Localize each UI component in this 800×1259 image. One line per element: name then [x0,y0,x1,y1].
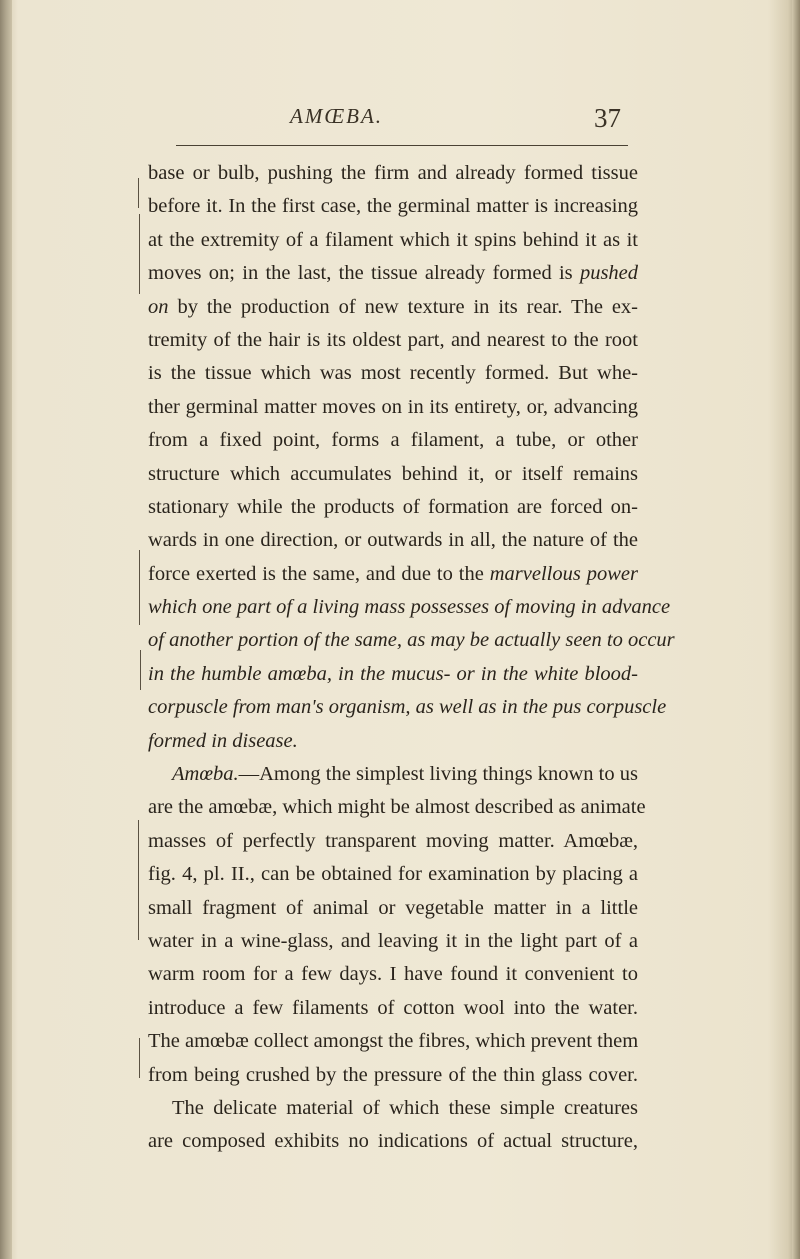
text-line: from a fixed point, forms a filament, a tube, or other [148,429,638,452]
italic-line: corpuscle from man's organism, as well as in the pus corpuscle [148,696,667,719]
margin-pencil-mark [139,1038,140,1078]
italic-line: of another portion of the same, as may be actually seen to occur [148,629,675,652]
text-run: —Among the simplest living things known to us [238,763,638,786]
text-line: small fragment of animal or vegetable matter in a little [148,896,638,919]
margin-pencil-mark [138,820,139,940]
running-head [0,104,800,144]
text-line: from being crushed by the pressure of the thin glass cover. [148,1063,638,1086]
text-line: stationary while the products of formation are forced on- [148,495,638,518]
text-line: warm room for a few days. I have found it convenient to [148,963,638,986]
section-heading: Amœba. [172,763,239,786]
text-line [148,291,638,324]
text-line [148,257,638,290]
text-run: force exerted is the same, and due to the [148,562,484,585]
italic-line: which one part of a living mass possesses of moving in advance [148,596,671,619]
page-number: 37 [594,103,621,133]
text-line [148,558,638,591]
italic-text: pushed [579,262,639,285]
margin-pencil-mark [139,550,140,625]
text-line: base or bulb, pushing the firm and already formed tissue [148,162,638,184]
italic-line: in the humble amœba, in the mucus- or in the white blood- [148,662,638,685]
text-line: introduce a few filaments of cotton wool into the water. [148,996,638,1019]
text-line: is the tissue which was most recently formed. But whe- [148,362,638,385]
text-line: are composed exhibits no indications of actual structure, [148,1130,638,1153]
page-gutter-shadow [0,0,12,1259]
text-line: at the extremity of a filament which it spins behind it as it [148,228,638,251]
text-line: tremity of the hair is its oldest part, and nearest to the root [148,328,638,351]
text-line: masses of perfectly transparent moving matter. Amœbæ, [148,829,638,852]
text-run: moves on; in the last, the tissue already formed is [148,262,573,285]
italic-text: marvellous power [489,562,638,585]
margin-pencil-mark [138,178,139,208]
body-text [148,157,675,1159]
text-line: are the amœbæ, which might be almost described as animate [148,796,646,819]
margin-pencil-mark [140,650,141,690]
text-line: The delicate material of which these simple creatures [172,1096,638,1119]
italic-text: on [148,295,169,318]
page-edge-shadow [792,0,800,1259]
text-line: wards in one direction, or outwards in all, the nature of the [148,529,638,552]
margin-pencil-mark [139,214,140,294]
header-rule [176,145,628,146]
section-heading-line [148,758,638,791]
text-line: fig. 4, pl. II., can be obtained for examination by placing a [148,863,638,886]
text-line: The amœbæ collect amongst the fibres, which prevent them [148,1030,639,1053]
text-line: structure which accumulates behind it, or itself remains [148,462,638,485]
text-line: ther germinal matter moves on in its entirety, or, advancing [148,395,638,418]
text-line: before it. In the first case, the germinal matter is increasing [148,195,638,218]
text-line: water in a wine-glass, and leaving it in the light part of a [148,929,638,952]
text-run: by the production of new texture in its rear. The ex- [177,295,639,318]
italic-line: formed in disease. [148,729,298,752]
running-head-title: AMŒBA. [290,104,384,128]
